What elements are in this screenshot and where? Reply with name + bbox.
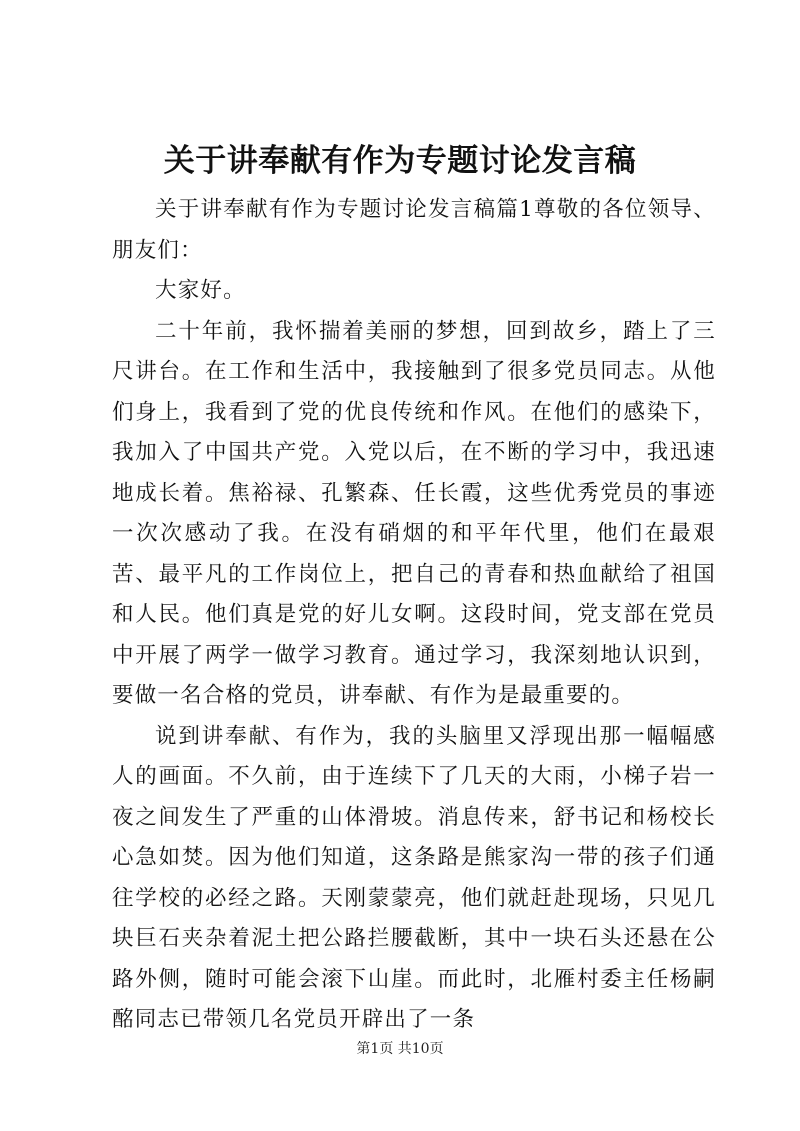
paragraph-greeting: 关于讲奉献有作为专题讨论发言稿篇1尊敬的各位领导、朋友们： xyxy=(112,197,716,263)
document-title: 关于讲奉献有作为专题讨论发言稿 xyxy=(163,143,637,179)
document-body xyxy=(112,190,716,1041)
paragraph-landslide: 说到讲奉献、有作为，我的头脑里又浮现出那一幅幅感人的画面。不久前，由于连续下了几天的大雨，小梯子岩一夜之间发生了严重的山体滑坡。消息传来，舒书记和杨校长心急如焚。因为他们知道，这条路是熊家沟一带的孩子们通往学校的必经之路。天刚蒙蒙亮，他们就赶赴现场，只见几块巨石夹杂着泥土把公路拦腰截断，其中一块石头还悬在公路外侧，随时可能会滚下山崖。而此时，北雁村委主任杨嗣酩同志已带领几名党员开辟出了一条 xyxy=(112,723,716,1032)
paragraph-twenty-years: 二十年前，我怀揣着美丽的梦想，回到故乡，踏上了三尺讲台。在工作和生活中，我接触到了很多党员同志。从他们身上，我看到了党的优良传统和作风。在他们的感染下，我加入了中国共产党。入党以后，在不断的学习中，我迅速地成长着。焦裕禄、孔繁森、任长霞，这些优秀党员的事迹一次次感动了我。在没有硝烟的和平年代里，他们在最艰苦、最平凡的工作岗位上，把自己的青春和热血献给了祖国和人民。他们真是党的好儿女啊。这段时间，党支部在党员中开展了两学一做学习教育。通过学习，我深刻地认识到，要做一名合格的党员，讲奉献、有作为是最重要的。 xyxy=(112,318,716,708)
page-footer: 第1页 共10页 xyxy=(356,1041,444,1057)
paragraph-hello: 大家好。 xyxy=(155,278,246,303)
